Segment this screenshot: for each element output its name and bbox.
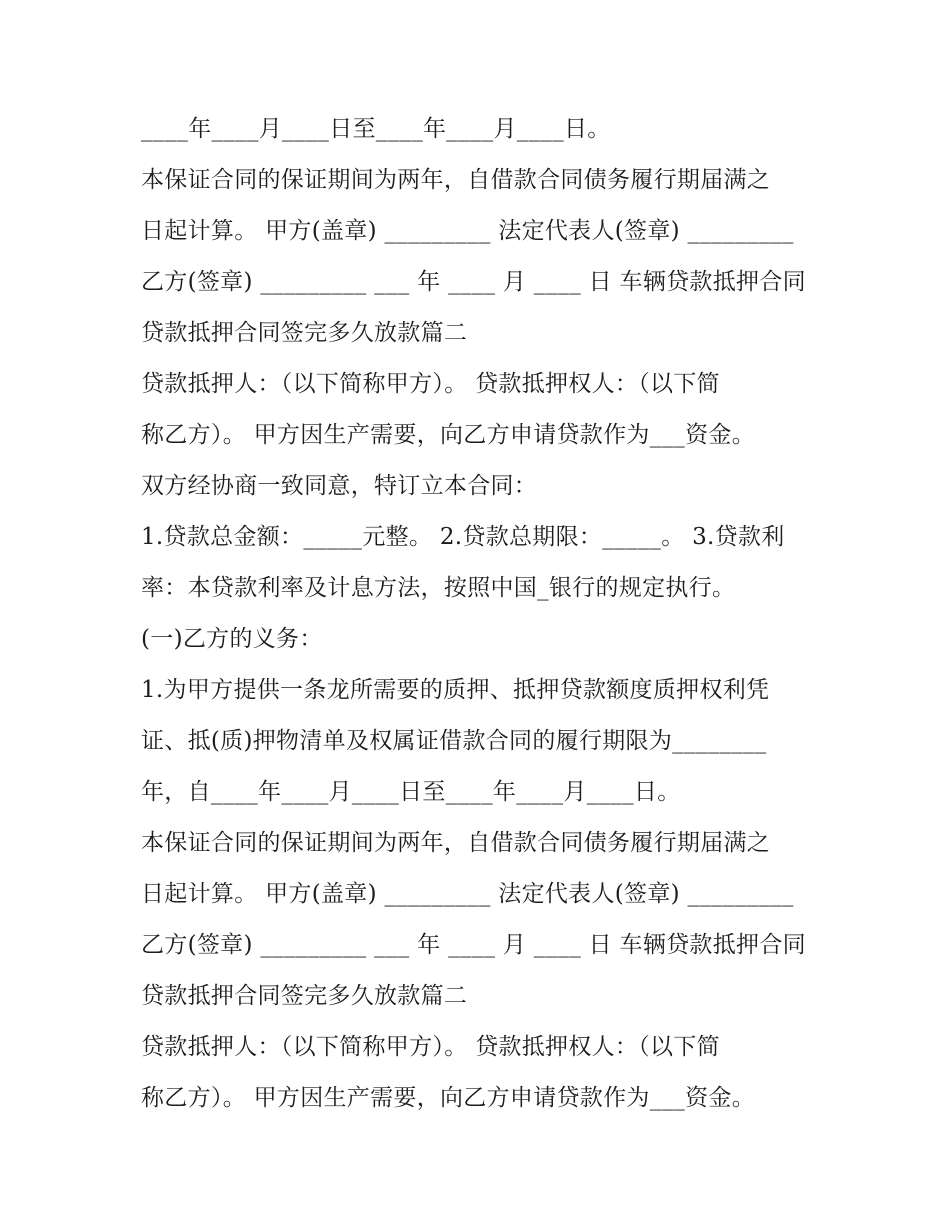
text-line: 双方经协商一致同意，特订立本合同：	[141, 473, 538, 499]
text-line: 称乙方）。 甲方因生产需要，向乙方申请贷款作为___资金。	[141, 422, 756, 448]
document-body	[141, 104, 821, 1124]
section-heading: 贷款抵押合同签完多久放款篇二	[141, 983, 468, 1009]
text-line: 1.为甲方提供一条龙所需要的质押、抵押贷款额度质押权利凭	[141, 677, 770, 703]
text-line: 日起计算。 甲方(盖章) _________ 法定代表人(签章) _________	[141, 218, 794, 244]
text-line: 本保证合同的保证期间为两年，自借款合同债务履行期届满之	[141, 830, 771, 856]
text-line: 率：本贷款利率及计息方法，按照中国_银行的规定执行。	[141, 575, 736, 601]
text-line: 称乙方）。 甲方因生产需要，向乙方申请贷款作为___资金。	[141, 1085, 756, 1111]
text-line: 本保证合同的保证期间为两年，自借款合同债务履行期届满之	[141, 167, 771, 193]
text-line: ____年____月____日至____年____月____日。	[141, 116, 611, 142]
text-line: 日起计算。 甲方(盖章) _________ 法定代表人(签章) _________	[141, 881, 794, 907]
section-heading: 贷款抵押合同签完多久放款篇二	[141, 320, 468, 346]
text-line: 乙方(签章) _________ ___ 年 ____ 月 ____ 日 车辆贷款抵押合同	[141, 932, 806, 958]
text-line: 贷款抵押人：（以下简称甲方）。 贷款抵押权人：（以下简	[141, 1034, 720, 1060]
text-line: 贷款抵押人：（以下简称甲方）。 贷款抵押权人：（以下简	[141, 371, 720, 397]
text-line: 年，自____年____月____日至____年____月____日。	[141, 779, 681, 805]
text-line: 乙方(签章) _________ ___ 年 ____ 月 ____ 日 车辆贷款抵押合同	[141, 269, 806, 295]
text-line: 1.贷款总金额：_____元整。 2.贷款总期限：_____。 3.贷款利	[141, 524, 785, 550]
text-line: (一)乙方的义务：	[141, 626, 323, 652]
text-line: 证、抵(质)押物清单及权属证借款合同的履行期限为________	[141, 728, 767, 754]
